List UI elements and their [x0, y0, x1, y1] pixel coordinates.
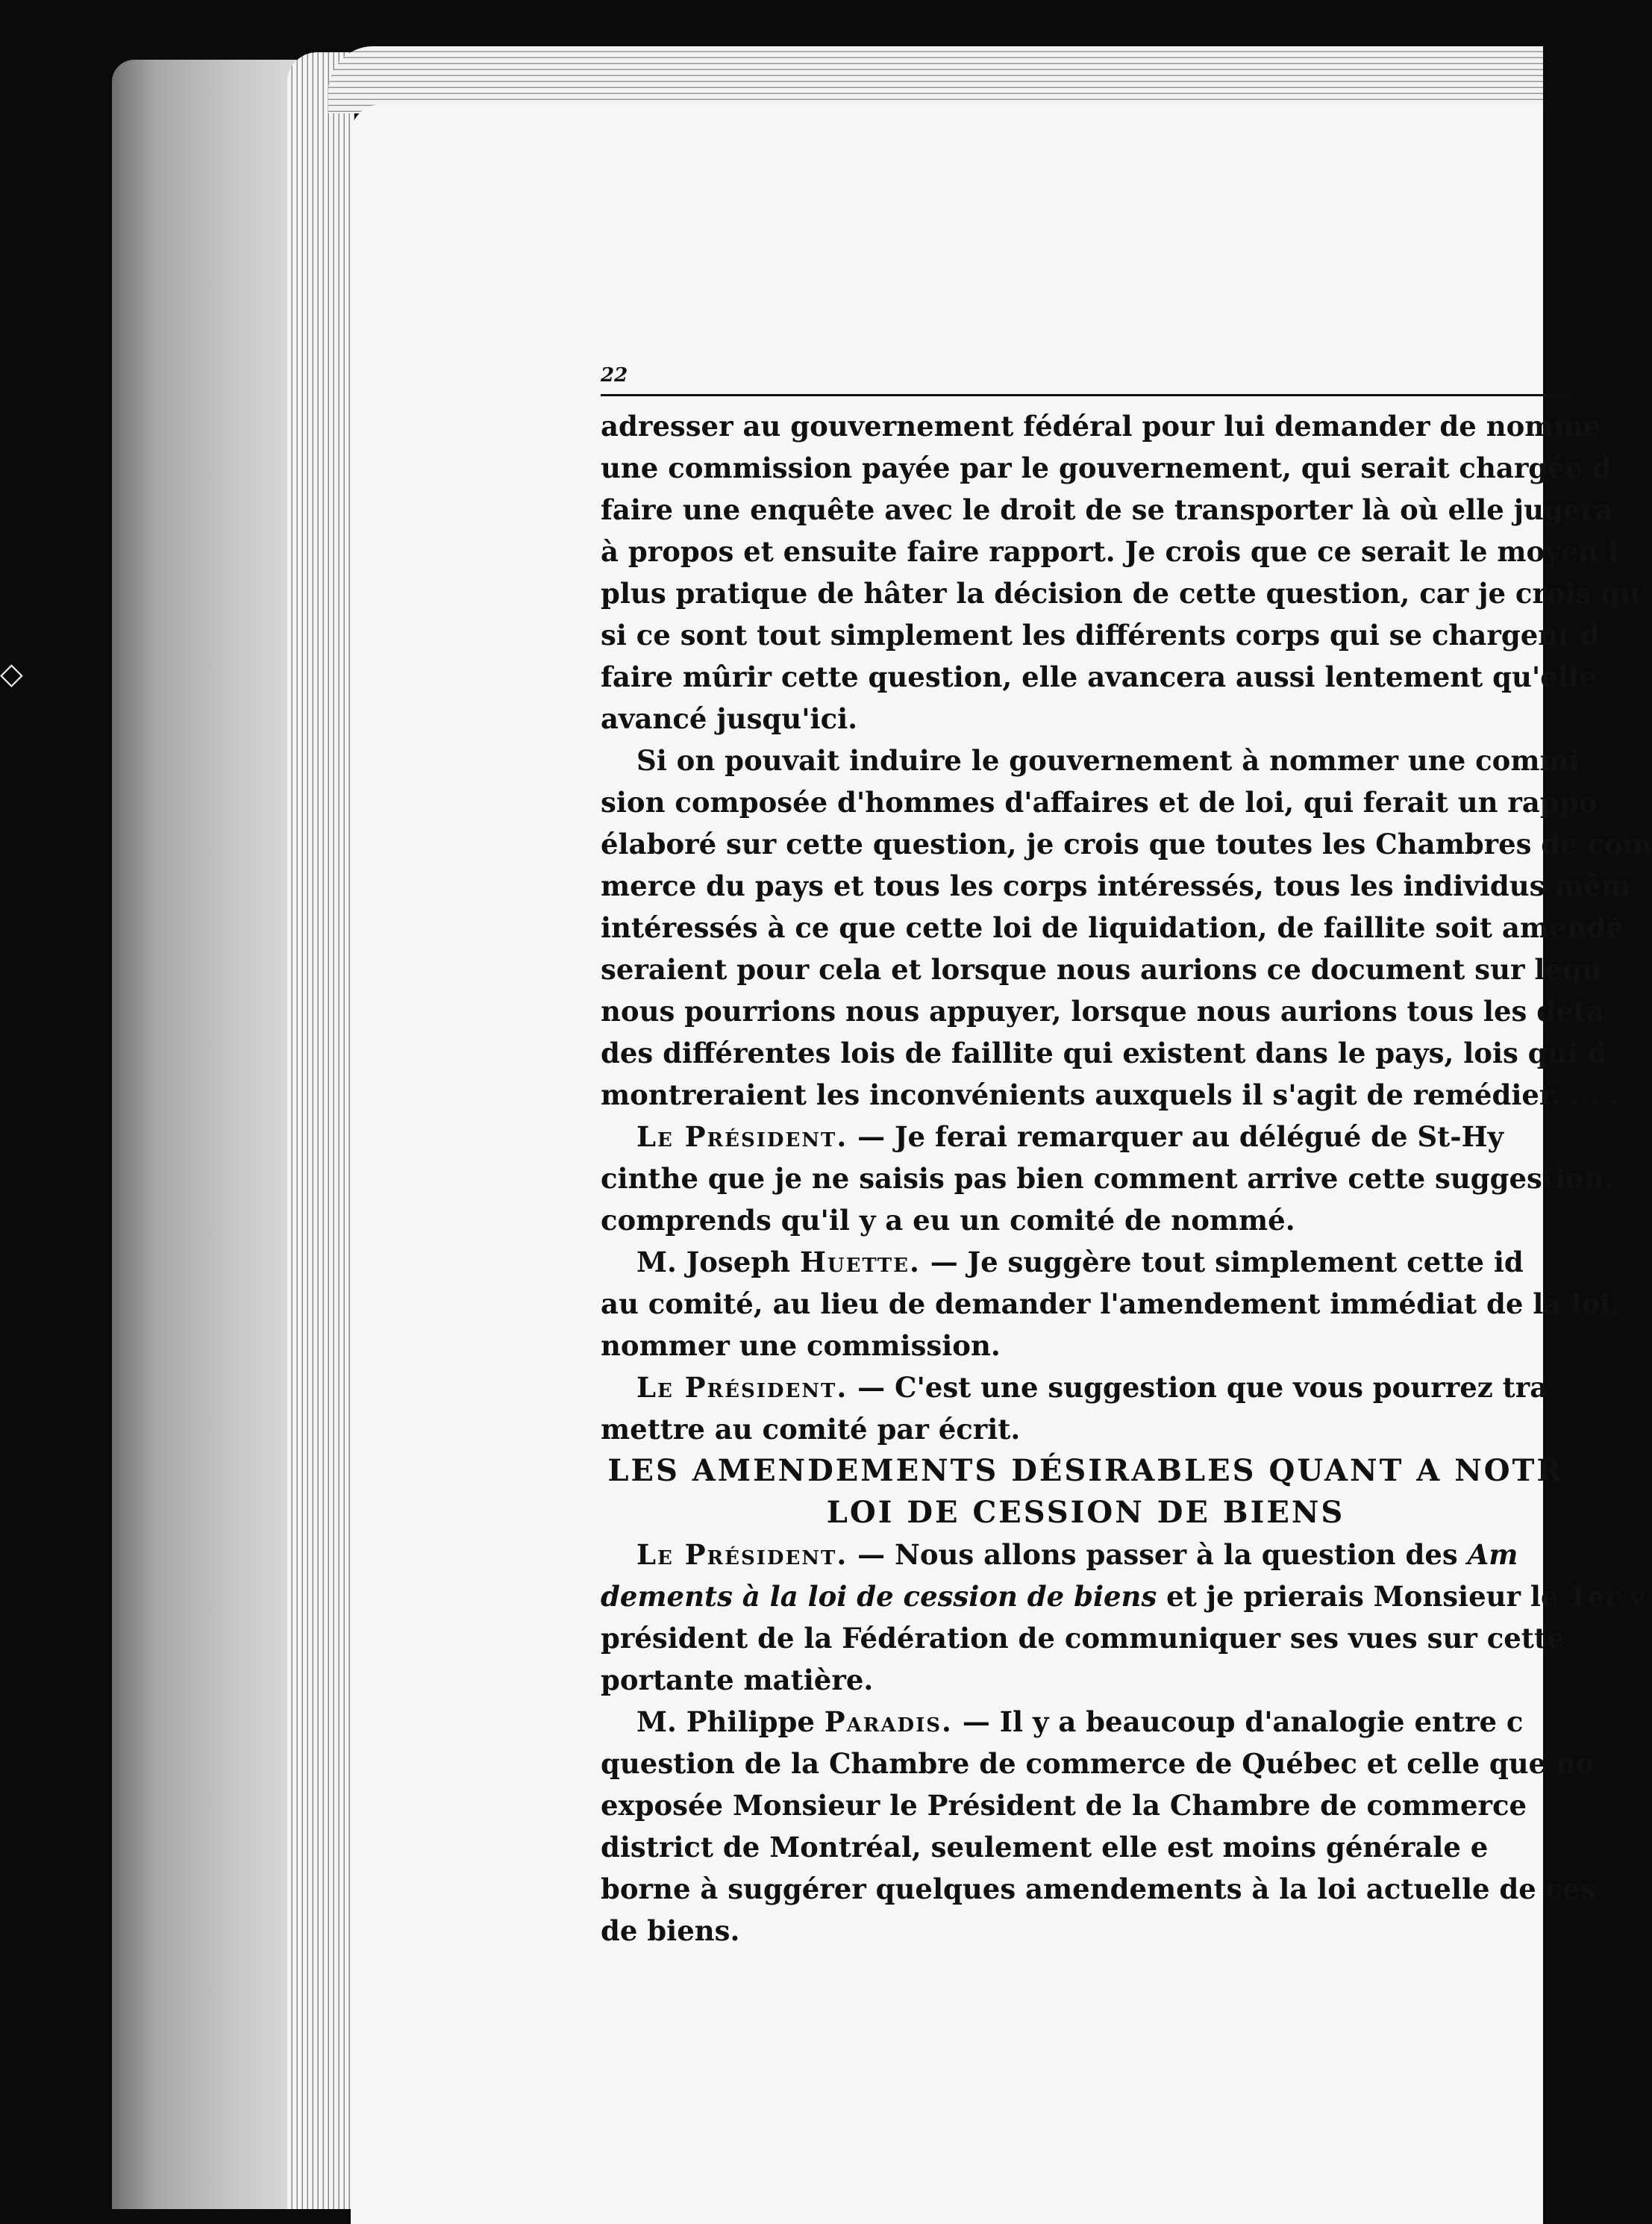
text-line: si ce sont tout simplement les différents corps qui se chargent d — [601, 619, 1600, 652]
text-line: adresser au gouvernement fédéral pour lui demander de nomme — [601, 410, 1601, 443]
text-line — [601, 1702, 1645, 1741]
speaker-name: Le Président. — [636, 1538, 848, 1571]
text-line: à propos et ensuite faire rapport. Je crois que ce serait le moyen l — [601, 535, 1619, 568]
paragraph-1 — [601, 407, 1645, 738]
text-line: merce du pays et tous les corps intéressés, tous les individus mêm — [601, 869, 1631, 902]
paragraph-5 — [601, 1368, 1645, 1449]
text-line: mettre au comité par écrit. — [601, 1413, 1021, 1446]
text-run: — C'est une suggestion que vous pourrez tra — [848, 1371, 1548, 1404]
speaker-name: Le Président. — [636, 1120, 848, 1153]
speaker-name: Huette. — [799, 1246, 921, 1278]
text-line: portante matière. — [601, 1664, 874, 1696]
text-line — [601, 1243, 1645, 1281]
text-line: nous pourrions nous appuyer, lorsque nous aurions tous les déta — [601, 995, 1604, 1028]
text-line — [601, 1117, 1645, 1156]
text-run: — Je ferai remarquer au délégué de St-Hy — [848, 1120, 1504, 1153]
page-stack-edges — [287, 52, 354, 2209]
speaker-prefix: M. Joseph — [636, 1246, 800, 1278]
text-line: président de la Fédération de communiquer ses vues sur cette — [601, 1622, 1565, 1655]
text-line: cinthe que je ne saisis pas bien comment arrive cette suggestion. — [601, 1162, 1614, 1195]
text-run: et je prierais Monsieur le 1er v — [1157, 1580, 1645, 1613]
text-line: avancé jusqu'ici. — [601, 702, 858, 735]
speaker-name: Paradis. — [824, 1705, 953, 1738]
section-heading-line-2: LOI DE CESSION DE BIENS — [826, 1495, 1345, 1530]
page-text — [601, 407, 1652, 1953]
speaker-name: Le Président. — [636, 1371, 848, 1404]
paragraph-7 — [601, 1702, 1645, 1950]
text-line — [601, 1535, 1645, 1574]
text-line: question de la Chambre de commerce de Québec et celle que no — [601, 1747, 1595, 1780]
text-line: intéressés à ce que cette loi de liquidation, de faillite soit amendé — [601, 911, 1624, 944]
text-line: exposée Monsieur le Président de la Chambre de commerce — [601, 1789, 1527, 1822]
text-line: nommer une commission. — [601, 1329, 1001, 1362]
text-line: borne à suggérer quelques amendements à la loi actuelle de ces — [601, 1872, 1596, 1905]
italic-run: dements à la loi de cession de biens — [601, 1580, 1157, 1613]
text-run: — Je suggère tout simplement cette id — [920, 1246, 1524, 1278]
page-number: 22 — [601, 364, 628, 387]
text-line: comprends qu'il y a eu un comité de nommé. — [601, 1204, 1295, 1237]
paragraph-2 — [601, 741, 1652, 1114]
text-line: élaboré sur cette question, je crois que toutes les Chambres de com — [601, 828, 1652, 860]
section-heading: LES AMENDEMENTS DÉSIRABLES QUANT A NOTR — [607, 1453, 1564, 1488]
text-line: district de Montréal, seulement elle est moins générale e — [601, 1831, 1489, 1864]
text-line — [601, 1577, 1645, 1616]
page-stack-top — [328, 46, 1543, 113]
text-line: des différentes lois de faillite qui existent dans le pays, lois qui d — [601, 1037, 1607, 1069]
text-line: plus pratique de hâter la décision de cette question, car je crois qu — [601, 577, 1641, 610]
paragraph-6 — [601, 1535, 1645, 1699]
text-line: de biens. — [601, 1914, 740, 1947]
text-line: seraient pour cela et lorsque nous aurions ce document sur lequ — [601, 953, 1602, 986]
text-line — [601, 1368, 1645, 1407]
italic-run: Am — [1467, 1538, 1518, 1571]
paragraph-3 — [601, 1117, 1645, 1240]
header-rule — [601, 394, 1571, 396]
text-run: — Nous allons passer à la question des — [848, 1538, 1468, 1571]
text-line: montreraient les inconvénients auxquels il s'agit de remédier. . . . — [601, 1078, 1619, 1111]
paragraph-4 — [601, 1243, 1645, 1365]
text-line: au comité, au lieu de demander l'amendement immédiat de la loi, — [601, 1287, 1620, 1320]
text-line: une commission payée par le gouvernement, qui serait chargée d — [601, 452, 1612, 484]
margin-mark: ◇ — [0, 657, 23, 691]
text-run: — Il y a beaucoup d'analogie entre c — [952, 1705, 1524, 1738]
text-line: faire une enquête avec le droit de se transporter là où elle jugera — [601, 493, 1613, 526]
text-line: Si on pouvait induire le gouvernement à nommer une commi — [636, 744, 1580, 777]
text-line: sion composée d'hommes d'affaires et de loi, qui ferait un rappo — [601, 786, 1598, 819]
text-line: faire mûrir cette question, elle avancera aussi lentement qu'elle — [601, 660, 1597, 693]
book-page — [351, 104, 1652, 2224]
speaker-prefix: M. Philippe — [636, 1705, 825, 1738]
